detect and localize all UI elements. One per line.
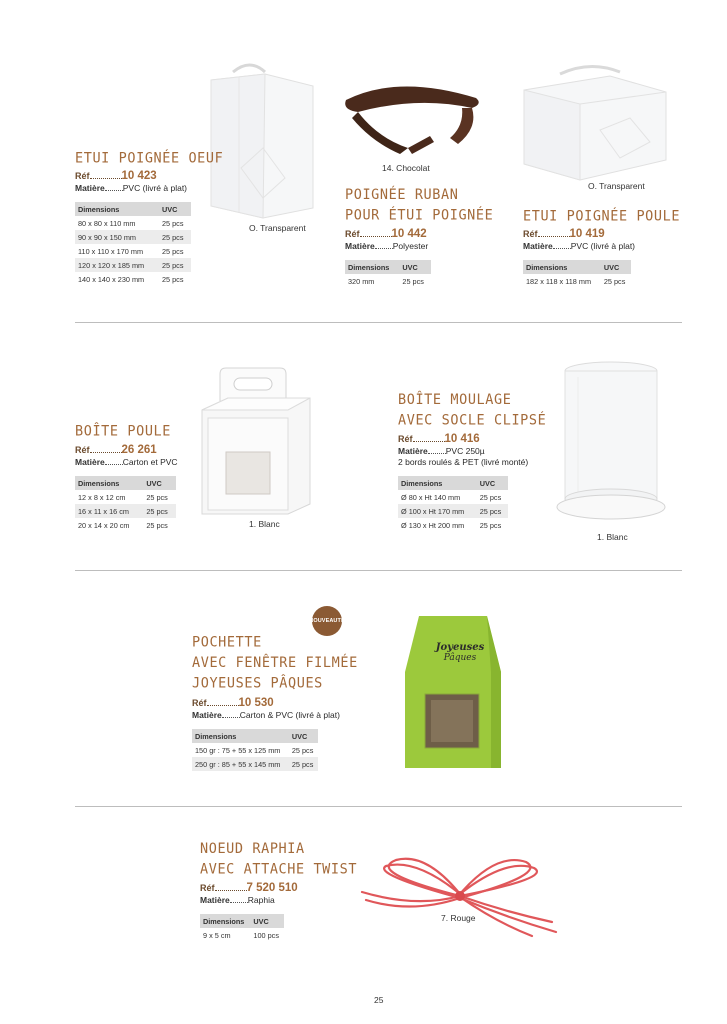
cell-uvc: 25 pcs <box>146 492 168 502</box>
cell-dim: 140 x 140 x 230 mm <box>78 274 145 284</box>
section-divider <box>75 322 682 323</box>
section-divider <box>75 570 682 571</box>
ref-label: Réf <box>345 229 360 239</box>
product-ref <box>523 229 605 240</box>
spec-table <box>200 914 284 942</box>
cell-dim: 16 x 11 x 16 cm <box>75 504 143 518</box>
cell-dim: 110 x 110 x 170 mm <box>78 246 144 256</box>
product-title: BOÎTE POULE <box>75 422 172 440</box>
print-line: Joyeuses <box>435 642 485 653</box>
color-caption: 1. Blanc <box>597 532 628 542</box>
cell-uvc: 25 pcs <box>402 276 424 286</box>
material-note: 2 bords roulés & PET (livré monté) <box>398 457 529 467</box>
col-uvc: UVC <box>143 476 176 490</box>
cell-uvc: 25 pcs <box>603 276 626 286</box>
ref-label: Réf <box>398 434 413 444</box>
cell-uvc: 25 pcs <box>143 504 176 518</box>
material-label: Matière <box>523 241 553 251</box>
product-image-raphia <box>356 852 566 938</box>
product-material <box>523 241 635 252</box>
material-value: Carton & PVC (livré à plat) <box>239 710 340 720</box>
product-ref <box>75 171 157 182</box>
ref-label: Réf <box>75 445 90 455</box>
col-uvc: UVC <box>601 260 631 274</box>
col-dimensions: Dimensions <box>345 260 399 274</box>
col-dimensions: Dimensions <box>75 202 159 216</box>
cell-uvc: 25 pcs <box>161 218 184 228</box>
product-title: BOÎTE MOULAGE AVEC SOCLE CLIPSÉ <box>398 391 547 429</box>
color-caption: 14. Chocolat <box>382 163 430 173</box>
col-dimensions: Dimensions <box>200 914 250 928</box>
product-title: ETUI POIGNÉE POULE <box>523 207 681 225</box>
product-image-pochette <box>405 612 501 770</box>
cell-uvc: 25 pcs <box>159 230 191 244</box>
cell-dim: Ø 130 x Ht 200 mm <box>401 520 465 530</box>
spec-table <box>523 260 631 288</box>
cell-dim: 90 x 90 x 150 mm <box>75 230 159 244</box>
material-value: Carton et PVC <box>122 457 178 467</box>
spec-table <box>75 476 176 532</box>
material-value: PVC (livré à plat) <box>122 183 188 193</box>
cell-dim: 182 x 118 x 118 mm <box>526 276 592 286</box>
product-title: ETUI POIGNÉE OEUF <box>75 149 224 167</box>
color-caption: O. Transparent <box>249 223 306 233</box>
col-uvc: UVC <box>399 260 431 274</box>
cell-uvc: 25 pcs <box>479 492 502 502</box>
cell-dim: 9 x 5 cm <box>203 930 231 940</box>
col-uvc: UVC <box>289 729 318 743</box>
product-ref <box>200 883 298 894</box>
new-badge: NOUVEAUTÉ <box>312 606 342 636</box>
product-ref <box>75 445 157 456</box>
ref-number: 10 423 <box>121 170 157 182</box>
product-ref <box>345 229 427 240</box>
material-label: Matière <box>398 446 428 456</box>
color-caption: 1. Blanc <box>249 519 280 529</box>
cell-dim: 250 gr : 85 + 55 x 145 mm <box>192 757 289 771</box>
product-image-boite-moulage <box>556 357 666 527</box>
section-divider <box>75 806 682 807</box>
product-image-etui-poule <box>520 60 670 182</box>
col-uvc: UVC <box>250 914 284 928</box>
material-label: Matière <box>192 710 222 720</box>
print-line: Pâques <box>443 653 477 663</box>
color-caption: O. Transparent <box>588 181 645 191</box>
cell-uvc: 25 pcs <box>479 520 502 530</box>
col-dimensions: Dimensions <box>192 729 289 743</box>
cell-dim: 150 gr : 75 + 55 x 125 mm <box>195 745 281 755</box>
ref-number: 10 419 <box>569 228 605 240</box>
spec-table <box>398 476 508 532</box>
col-dimensions: Dimensions <box>523 260 601 274</box>
ref-label: Réf <box>192 698 207 708</box>
cell-uvc: 25 pcs <box>146 520 168 530</box>
spec-table <box>192 729 318 771</box>
product-material <box>75 457 178 468</box>
col-dimensions: Dimensions <box>75 476 143 490</box>
product-title: NOEUD RAPHIA AVEC ATTACHE TWIST <box>200 840 358 878</box>
product-material <box>192 710 340 721</box>
cell-dim: Ø 80 x Ht 140 mm <box>401 492 461 502</box>
material-value: PVC (livré à plat) <box>570 241 636 251</box>
cell-dim: 80 x 80 x 110 mm <box>78 218 136 228</box>
product-title: POIGNÉE RUBAN POUR ÉTUI POIGNÉE <box>345 186 494 224</box>
material-label: Matière <box>200 895 230 905</box>
ref-number: 26 261 <box>121 444 157 456</box>
ref-label: Réf <box>523 229 538 239</box>
col-uvc: UVC <box>159 202 191 216</box>
cell-uvc: 25 pcs <box>161 274 184 284</box>
ref-label: Réf <box>75 171 90 181</box>
col-dimensions: Dimensions <box>398 476 477 490</box>
product-ref <box>398 434 480 445</box>
product-material <box>345 241 428 252</box>
product-ref <box>192 698 274 709</box>
product-title: POCHETTE AVEC FENÊTRE FILMÉE JOYEUSES PÂQUES <box>192 633 358 692</box>
cell-dim: Ø 100 x Ht 170 mm <box>398 504 477 518</box>
product-image-etui-oeuf <box>205 58 317 220</box>
material-label: Matière <box>345 241 375 251</box>
ref-number: 10 416 <box>444 433 480 445</box>
material-label: Matière <box>75 457 105 467</box>
cell-uvc: 25 pcs <box>477 504 508 518</box>
cell-uvc: 100 pcs <box>253 930 279 940</box>
material-value: Polyester <box>392 241 429 251</box>
cell-uvc: 25 pcs <box>161 246 184 256</box>
page-number: 25 <box>374 995 384 1005</box>
spec-table <box>345 260 431 288</box>
material-value: Raphia <box>247 895 275 905</box>
ref-number: 10 530 <box>238 697 274 709</box>
material-value: PVC 250µ <box>445 446 485 456</box>
product-material <box>75 183 187 194</box>
product-material <box>398 446 485 457</box>
product-image-ribbon <box>338 78 488 158</box>
product-material <box>200 895 275 906</box>
ref-number: 10 442 <box>391 228 427 240</box>
cell-dim: 120 x 120 x 185 mm <box>75 258 159 272</box>
cell-dim: 20 x 14 x 20 cm <box>78 520 130 530</box>
cell-uvc: 25 pcs <box>289 757 318 771</box>
spec-table <box>75 202 191 286</box>
cell-uvc: 25 pcs <box>159 258 191 272</box>
ref-label: Réf <box>200 883 215 893</box>
cell-dim: 320 mm <box>348 276 375 286</box>
color-caption: 7. Rouge <box>441 913 476 923</box>
product-image-boite-poule <box>198 364 316 516</box>
cell-uvc: 25 pcs <box>291 745 314 755</box>
col-uvc: UVC <box>477 476 508 490</box>
joyeuses-paques-print <box>430 642 490 664</box>
ref-number: 7 520 510 <box>246 882 298 894</box>
material-label: Matière <box>75 183 105 193</box>
cell-dim: 12 x 8 x 12 cm <box>78 492 126 502</box>
